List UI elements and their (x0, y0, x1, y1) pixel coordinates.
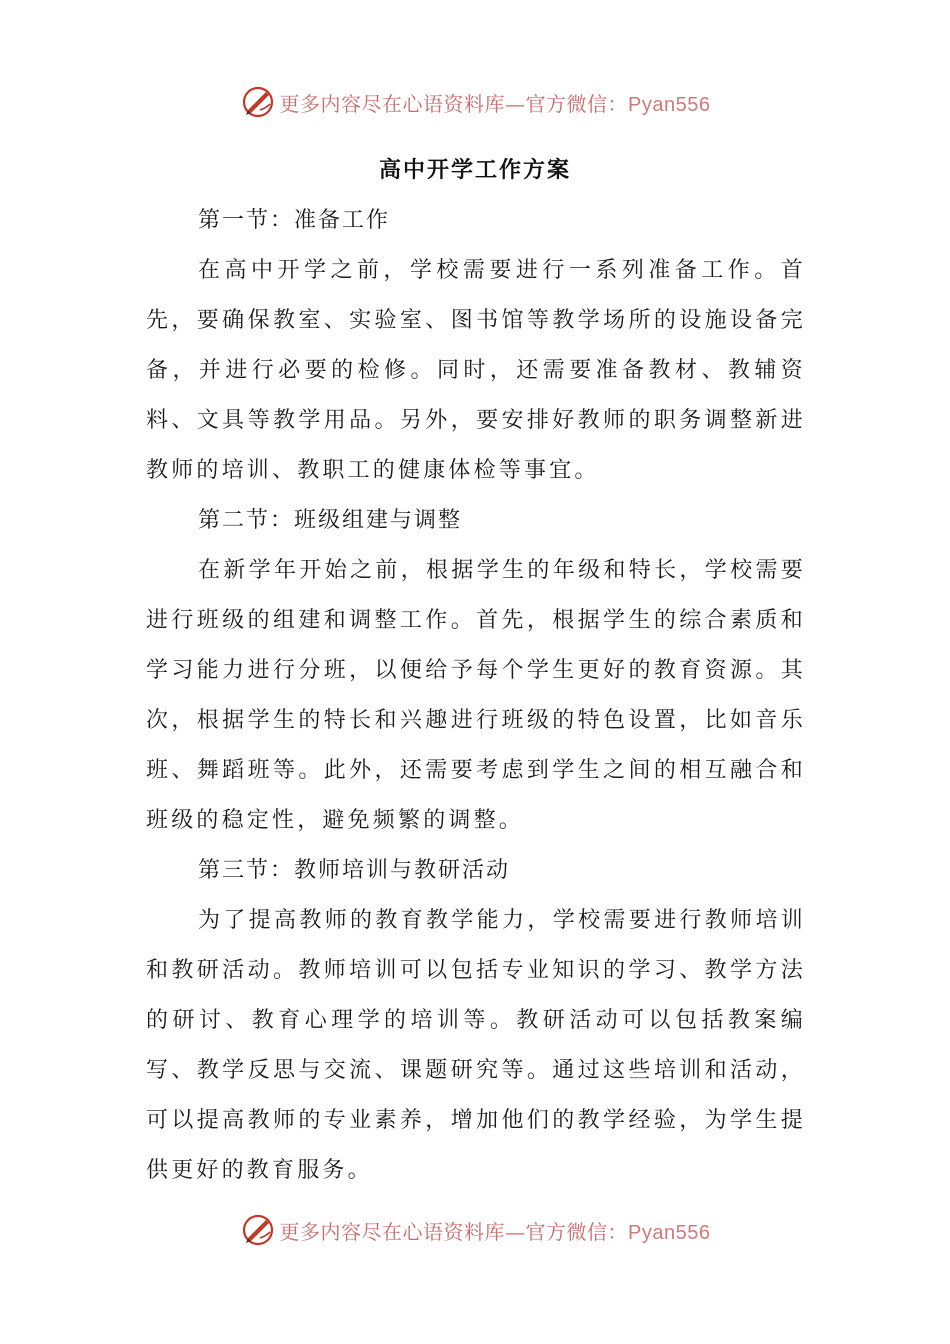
watermark-banner-bottom (0, 1208, 950, 1252)
section-paragraph-3: 为了提高教师的教育教学能力，学校需要进行教师培训和教研活动。教师培训可以包括专业知识的学习、教学方法的研讨、教育心理学的培训等。教研活动可以包括教案编写、教学反思与交流、课题研究等。通过这些培训和活动，可以提高教师的专业素养，增加他们的教学经验，为学生提供更好的教育服务。 (146, 908, 806, 1183)
watermark-official-label: 官方微信： (525, 1219, 629, 1244)
document-title: 高中开学工作方案 (378, 158, 571, 183)
pen-logo-icon (240, 1212, 276, 1248)
watermark-dash: — (505, 91, 526, 116)
section-heading-3: 第三节：教师培训与教研活动 (198, 858, 511, 883)
pen-logo-icon (240, 84, 276, 120)
watermark-banner-top (0, 80, 950, 124)
watermark-official-label: 官方微信： (525, 91, 629, 116)
section-heading-2: 第二节：班级组建与调整 (198, 508, 463, 533)
document-body (146, 196, 806, 1196)
watermark-wechat-id: Pyan556 (628, 93, 711, 116)
watermark-site-name: 更多内容尽在心语资料库 (279, 91, 506, 116)
section-heading-1: 第一节：准备工作 (198, 208, 391, 233)
watermark-site-name: 更多内容尽在心语资料库 (279, 1219, 506, 1244)
watermark-dash: — (505, 1219, 526, 1244)
watermark-wechat-id: Pyan556 (628, 1221, 711, 1244)
section-paragraph-1: 在高中开学之前，学校需要进行一系列准备工作。首先，要确保教室、实验室、图书馆等教学场所的设施设备完备，并进行必要的检修。同时，还需要准备教材、教辅资料、文具等教学用品。另外，要安排好教师的职务调整新进教师的培训、教职工的健康体检等事宜。 (146, 258, 806, 483)
section-paragraph-2: 在新学年开始之前，根据学生的年级和特长，学校需要进行班级的组建和调整工作。首先，根据学生的综合素质和学习能力进行分班，以便给予每个学生更好的教育资源。其次，根据学生的特长和兴趣进行班级的特色设置，比如音乐班、舞蹈班等。此外，还需要考虑到学生之间的相互融合和班级的稳定性，避免频繁的调整。 (146, 558, 806, 833)
